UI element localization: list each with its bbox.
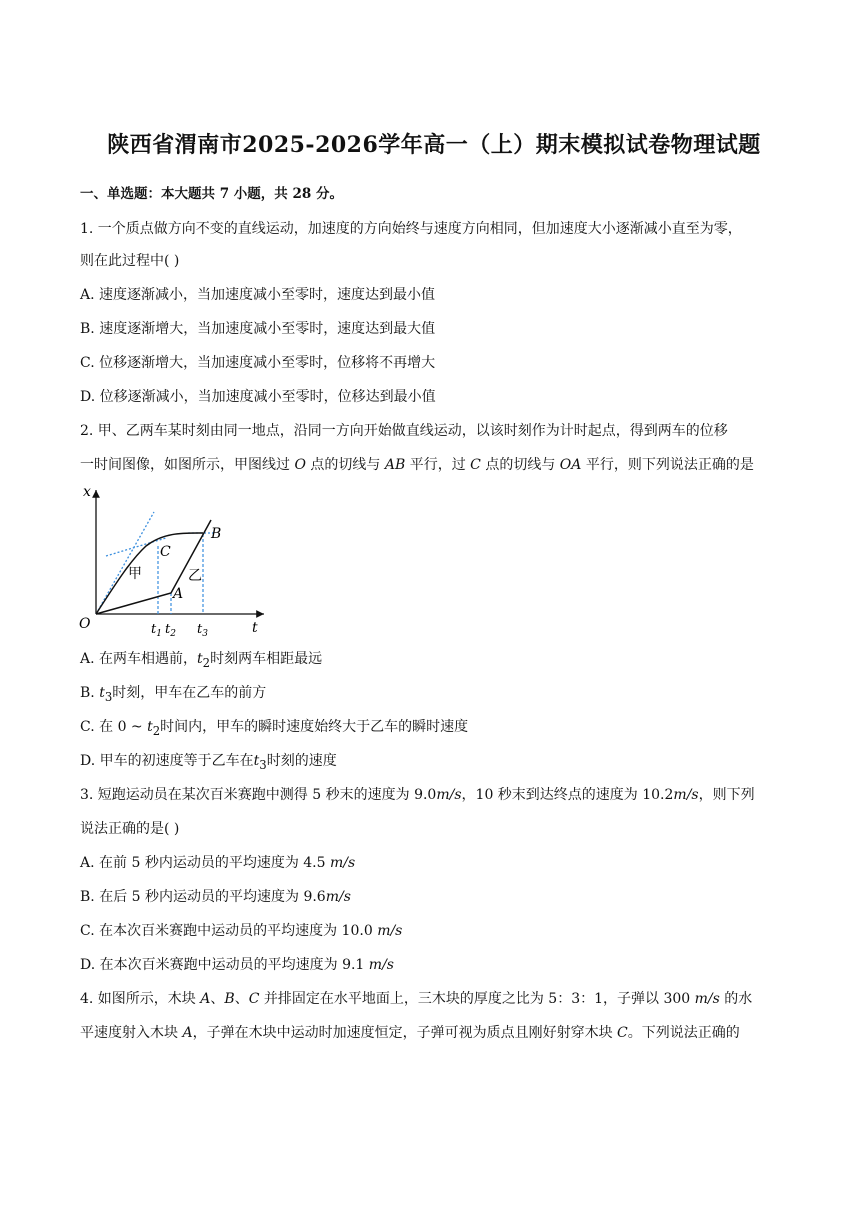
label-jia: 甲: [128, 566, 142, 582]
tangent-at-o: [96, 512, 154, 614]
label-t3: $t_3$: [197, 622, 208, 639]
label-x: x: [83, 484, 91, 500]
q2-stem-line2: 一时间图像，如图所示，甲图线过 O 点的切线与 AB 平行，过 C 点的切线与 OA 平行，则下列说法正确的是: [80, 457, 754, 473]
q1-option-b: B. 速度逐渐增大，当加速度减小至零时，速度达到最大值: [80, 321, 436, 337]
q3-option-b: B. 在后 5 秒内运动员的平均速度为 9.6m/s: [80, 889, 351, 905]
q3-stem-line2: 说法正确的是( ): [80, 821, 180, 837]
q1-option-d: D. 位移逐渐减小，当加速度减小至零时，位移达到最小值: [80, 389, 436, 405]
label-c: C: [160, 544, 171, 560]
label-a: A: [173, 586, 184, 602]
q1-stem-line2: 则在此过程中( ): [80, 253, 180, 269]
label-o: O: [79, 616, 91, 632]
tangent-at-c: [106, 538, 166, 556]
q3-stem-line1: 3. 短跑运动员在某次百米赛跑中测得 5 秒末的速度为 9.0m/s，10 秒末到达终点的速度为 10.2m/s，则下列: [80, 787, 755, 803]
label-t1: $t_1$: [151, 622, 162, 639]
q3-option-c: C. 在本次百米赛跑中运动员的平均速度为 10.0 m/s: [80, 923, 403, 939]
q2-option-b: B. $t_3$时刻，甲车在乙车的前方: [80, 685, 267, 704]
label-t: t: [252, 620, 258, 636]
label-t2: $t_2$: [165, 622, 176, 639]
q3-option-d: D. 在本次百米赛跑中运动员的平均速度为 9.1 m/s: [80, 957, 394, 973]
q2-stem-line1: 2. 甲、乙两车某时刻由同一地点，沿同一方向开始做直线运动，以该时刻作为计时起点，得到两车的位移: [80, 423, 728, 439]
xt-graph-figure: [76, 480, 276, 640]
q2-option-c: C. 在 0 ~ $t_2$时间内，甲车的瞬时速度始终大于乙车的瞬时速度: [80, 719, 469, 738]
page-title: 陕西省渭南市2025-2026学年高一（上）期末模拟试卷物理试题: [107, 132, 761, 158]
q3-option-a: A. 在前 5 秒内运动员的平均速度为 4.5 m/s: [80, 855, 356, 871]
q1-option-c: C. 位移逐渐增大，当加速度减小至零时，位移将不再增大: [80, 355, 436, 371]
q4-stem-line1: 4. 如图所示，木块 A、B、C 并排固定在水平地面上，三木块的厚度之比为 5：3：1，子弹以 300 m/s 的水: [80, 991, 753, 1007]
q4-stem-line2: 平速度射入木块 A，子弹在木块中运动时加速度恒定，子弹可视为质点且刚好射穿木块 C。下列说法正确的: [80, 1025, 740, 1041]
label-b: B: [211, 526, 222, 542]
q2-option-a: A. 在两车相遇前，$t_2$时刻两车相距最远: [80, 651, 323, 670]
q2-option-d: D. 甲车的初速度等于乙车在$t_3$时刻的速度: [80, 753, 337, 772]
q1-option-a: A. 速度逐渐减小，当加速度减小至零时，速度达到最小值: [80, 287, 436, 303]
q1-stem-line1: 1. 一个质点做方向不变的直线运动，加速度的方向始终与速度方向相同，但加速度大小逐渐减小直至为零，: [80, 221, 742, 237]
line-yi: [96, 520, 211, 614]
section-header: 一、单选题：本大题共 7 小题，共 28 分。: [80, 186, 343, 202]
curve-jia: [96, 533, 203, 614]
label-yi: 乙: [188, 568, 202, 584]
